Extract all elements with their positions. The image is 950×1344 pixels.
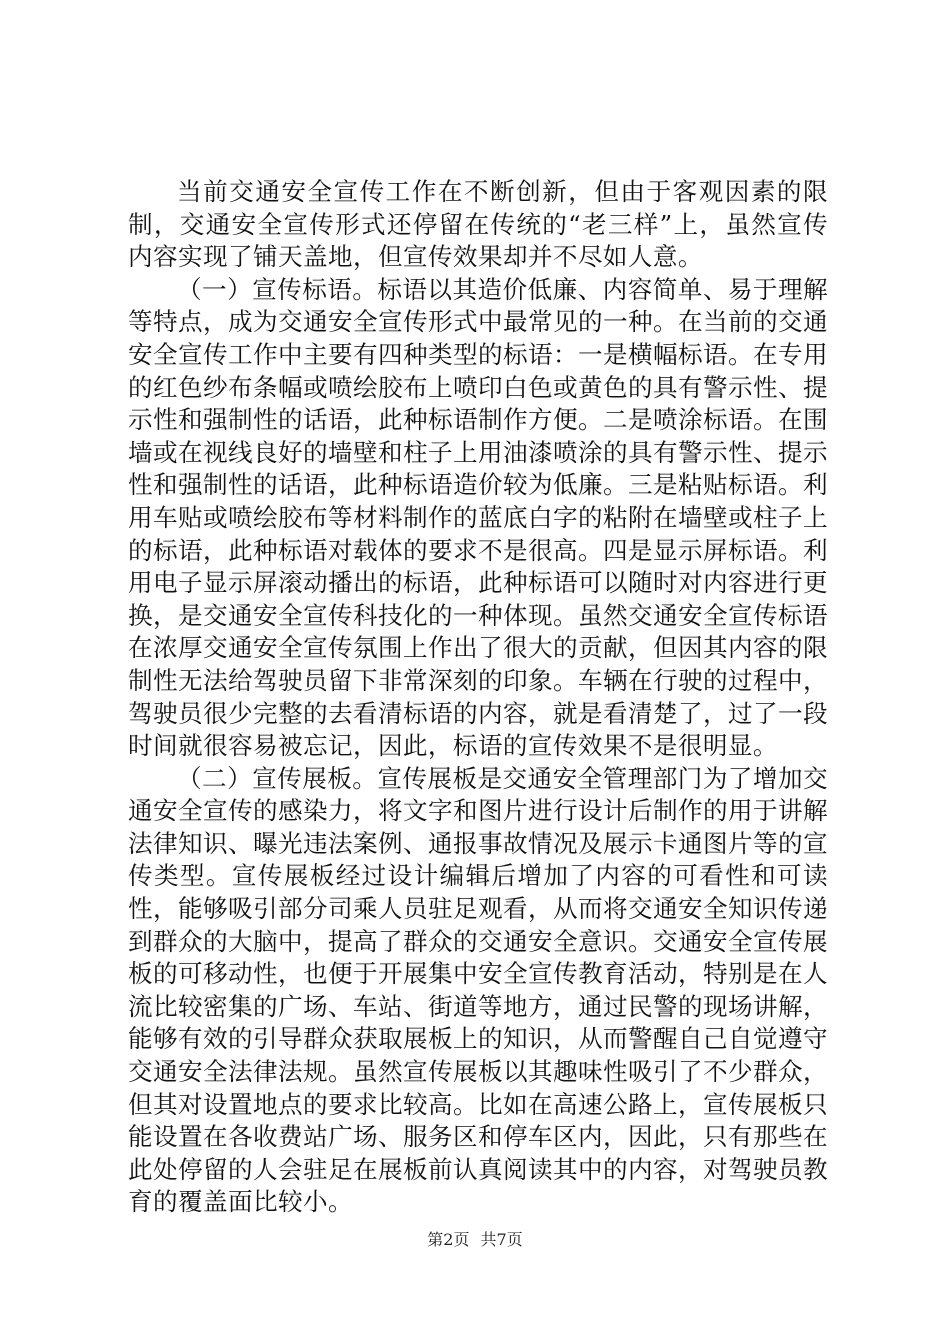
page-number: 第2页 xyxy=(427,1230,470,1249)
paragraph-intro: 当前交通安全宣传工作在不断创新，但由于客观因素的限制，交通安全宣传形式还停留在传统的“老三样”上，虽然宣传内容实现了铺天盖地，但宣传效果却并不尽如人意。 xyxy=(128,177,828,272)
paragraph-slogans: （一）宣传标语。标语以其造价低廉、内容简单、易于理解等特点，成为交通安全宣传形式中最常见的一种。在当前的交通安全宣传工作中主要有四种类型的标语：一是横幅标语。在专用的红色纱布条幅或喷绘胶布上喷印白色或黄色的具有警示性、提示性和强制性的话语，此种标语制作方便。二是喷涂标语。在围墙或在视线良好的墙壁和柱子上用油漆喷涂的具有警示性、提示性和强制性的话语，此种标语造价较为低廉。三是粘贴标语。利用车贴或喷绘胶布等材料制作的蓝底白字的粘附在墙壁或柱子上的标语，此种标语对载体的要求不是很高。四是显示屏标语。利用电子显示屏滚动播出的标语，此种标语可以随时对内容进行更换，是交通安全宣传科技化的一种体现。虽然交通安全宣传标语在浓厚交通安全宣传氛围上作出了很大的贡献，但因其内容的限制性无法给驾驶员留下非常深刻的印象。车辆在行驶的过程中，驾驶员很少完整的去看清标语的内容，就是看清楚了，过了一段时间就很容易被忘记，因此，标语的宣传效果不是很明显。 xyxy=(128,274,828,761)
page-footer xyxy=(0,1230,950,1250)
paragraph-display-boards: （二）宣传展板。宣传展板是交通安全管理部门为了增加交通安全宣传的感染力，将文字和图片进行设计后制作的用于讲解法律知识、曝光违法案例、通报事故情况及展示卡通图片等的宣传类型。宣传展板经过设计编辑后增加了内容的可看性和可读性，能够吸引部分司乘人员驻足观看，从而将交通安全知识传递到群众的大脑中，提高了群众的交通安全意识。交通安全宣传展板的可移动性，也便于开展集中安全宣传教育活动，特别是在人流比较密集的广场、车站、街道等地方，通过民警的现场讲解，能够有效的引导群众获取展板上的知识，从而警醒自己自觉遵守交通安全法律法规。虽然宣传展板以其趣味性吸引了不少群众，但其对设置地点的要求比较高。比如在高速公路上，宣传展板只能设置在各收费站广场、服务区和停车区内，因此，只有那些在此处停留的人会驻足在展板前认真阅读其中的内容，对驾驶员教育的覆盖面比较小。 xyxy=(128,763,828,1217)
page-total: 共7页 xyxy=(480,1230,523,1249)
document-body xyxy=(128,176,828,1219)
